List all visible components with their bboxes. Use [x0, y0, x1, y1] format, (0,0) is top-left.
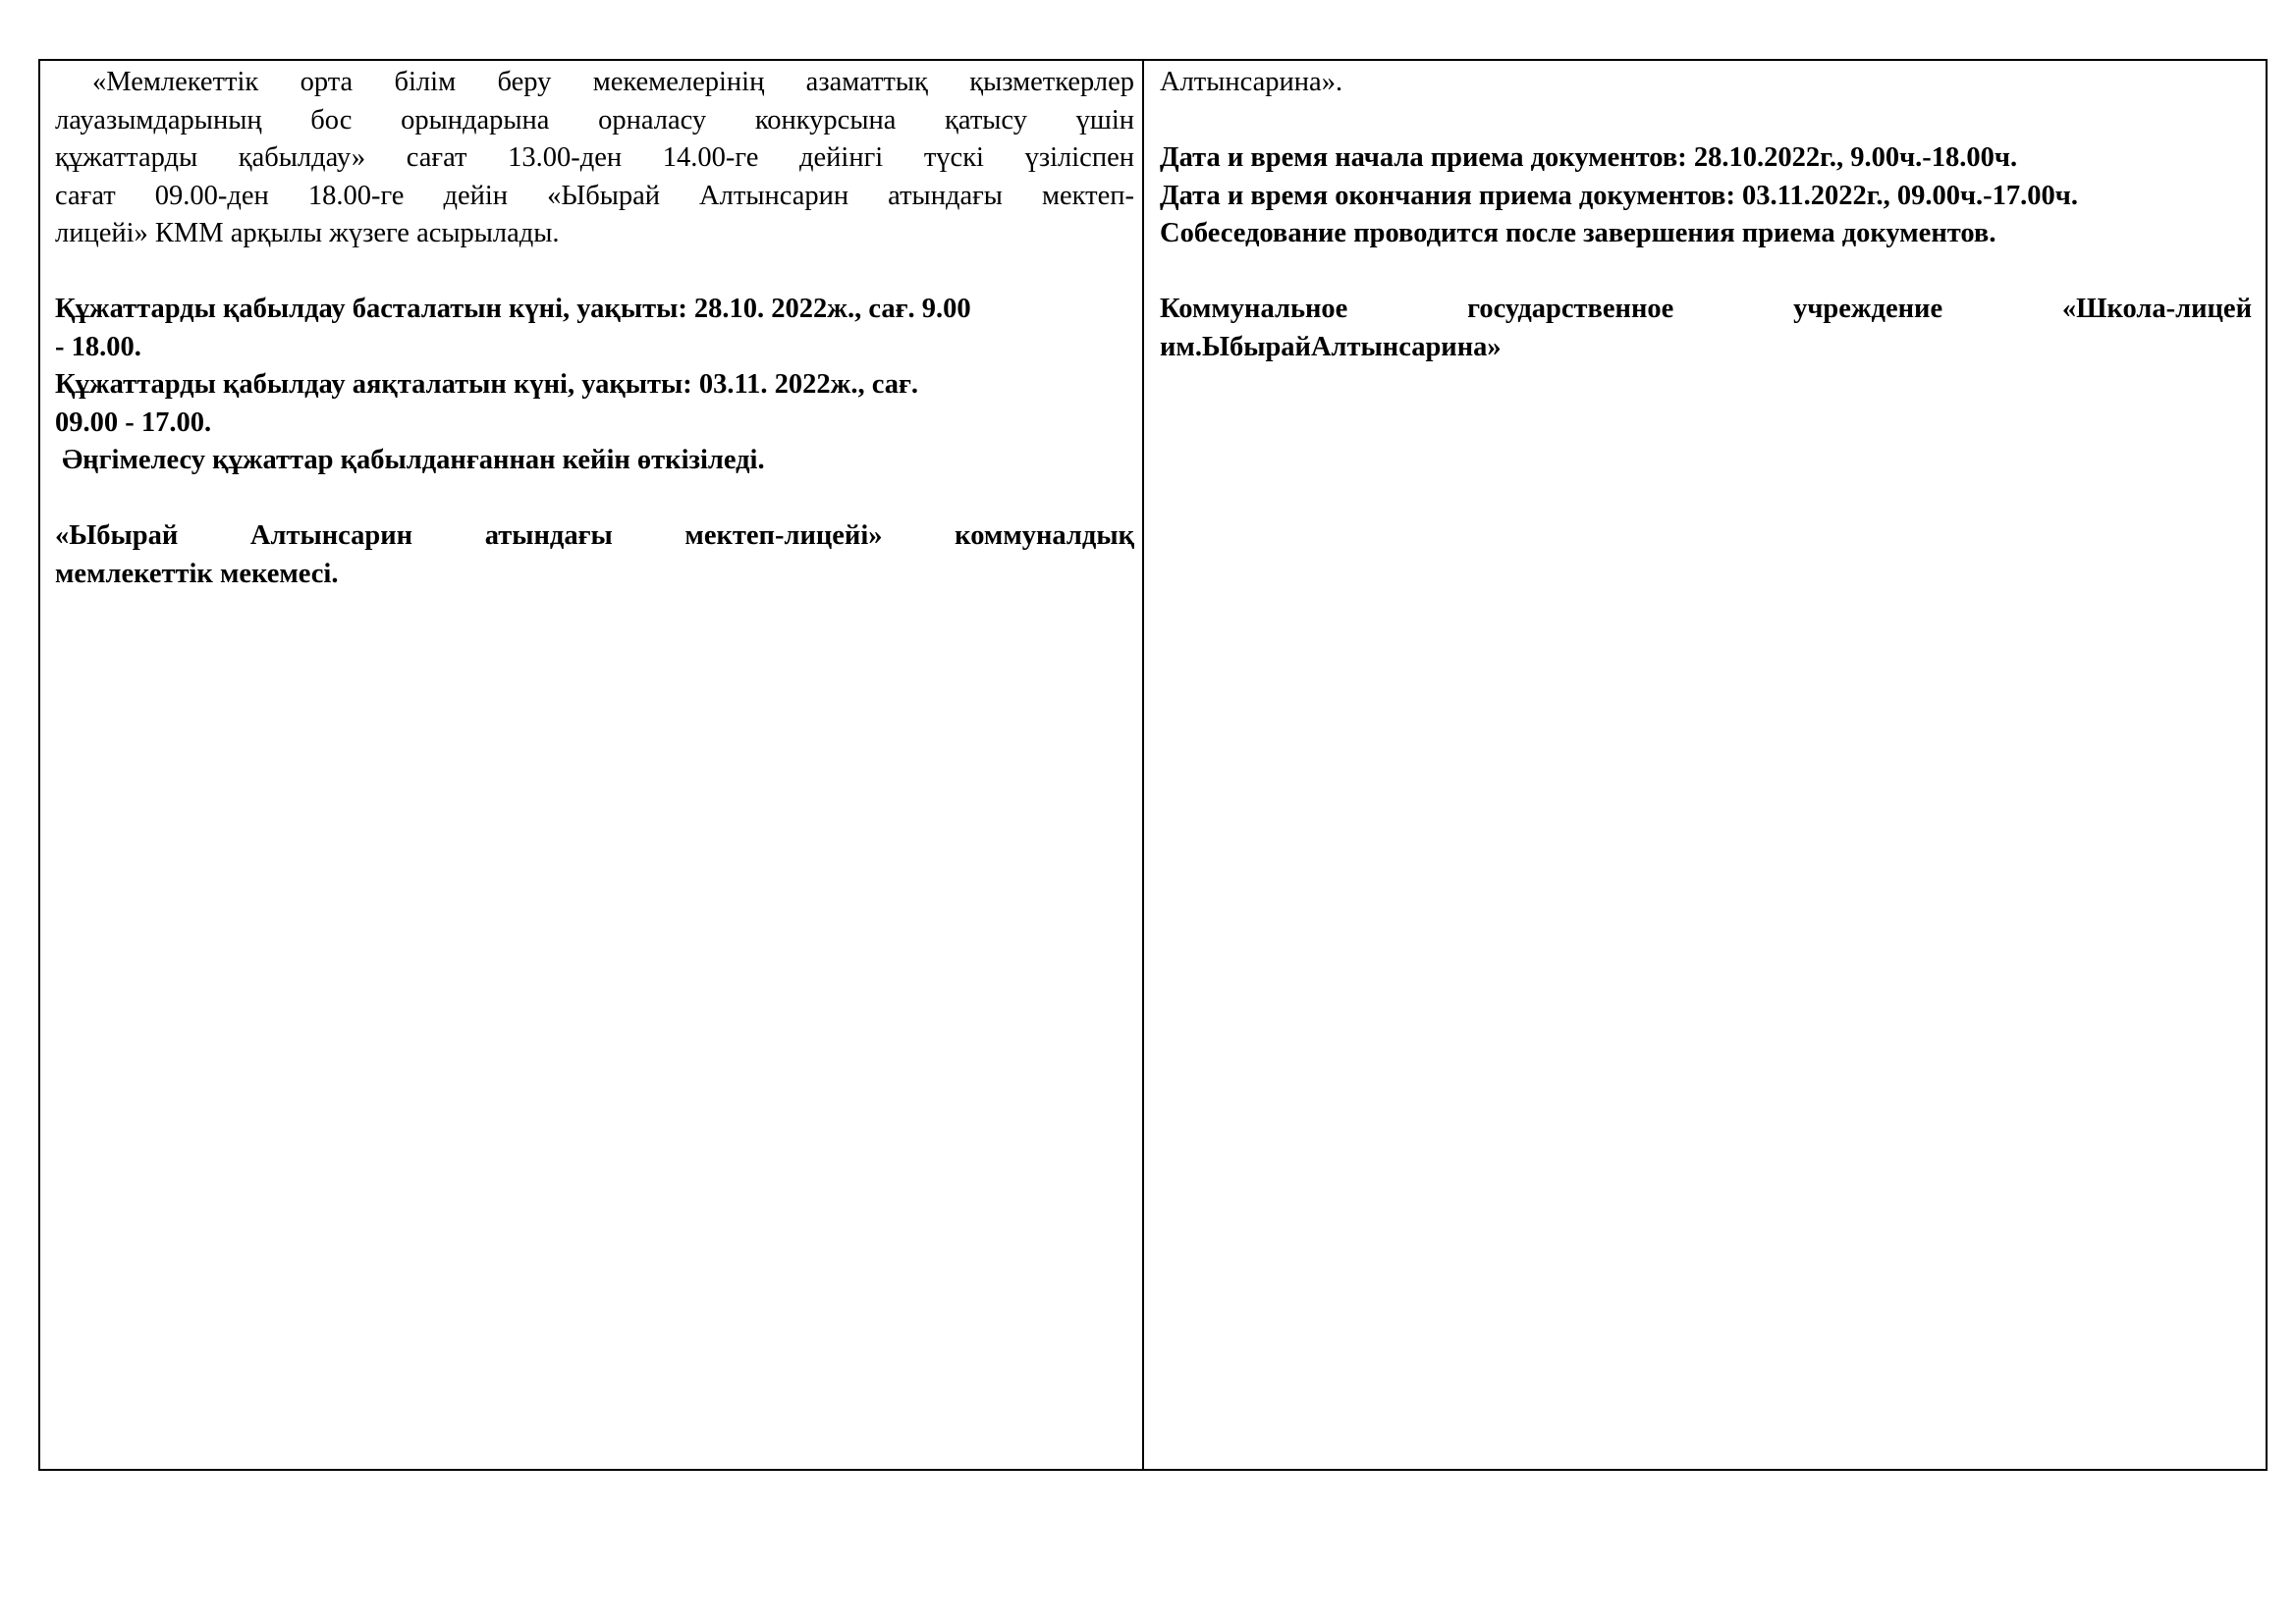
- russian-column: [1144, 61, 2266, 1469]
- document-table: [38, 59, 2268, 1471]
- end-date-paragraph-ru: [1160, 178, 2252, 216]
- intro-line: лицейі» КММ арқылы жүзеге асырылады.: [55, 218, 560, 248]
- start-date-line: - 18.00.: [55, 331, 141, 362]
- interview-note-ru: [1160, 215, 2252, 253]
- interview-note: [55, 442, 1134, 480]
- interview-line-ru: Собеседование проводится после завершения приема документов.: [1160, 218, 1996, 248]
- institution-line-ru: Коммунальное государственное учреждение «Школа-лицей: [1160, 294, 2252, 324]
- interview-line: Әңгімелесу құжаттар қабылданғаннан кейін өткізіледі.: [55, 445, 765, 475]
- start-date-paragraph-ru: [1160, 139, 2252, 178]
- end-date-paragraph: [55, 366, 1134, 442]
- continuation-line: Алтынсарина».: [1160, 67, 1343, 97]
- institution-line: «Ыбырай Алтынсарин атындағы мектеп-лицейі» коммуналдық: [55, 520, 1134, 551]
- intro-paragraph: [55, 64, 1134, 253]
- intro-line: құжаттарды қабылдау» сағат 13.00-ден 14.00-ге дейінгі түскі үзіліспен: [55, 142, 1134, 173]
- intro-line: «Мемлекеттік орта білім беру мекемелерінің азаматтық қызметкерлер: [92, 67, 1134, 97]
- start-date-paragraph: [55, 291, 1134, 366]
- intro-line: сағат 09.00-ден 18.00-ге дейін «Ыбырай Алтынсарин атындағы мектеп-: [55, 180, 1134, 211]
- institution-name: [55, 517, 1134, 593]
- end-date-line: Құжаттарды қабылдау аяқталатын күні, уақыты: 03.11. 2022ж., сағ.: [55, 369, 919, 400]
- start-date-line-ru: Дата и время начала приема документов: 28.10.2022г., 9.00ч.-18.00ч.: [1160, 142, 2018, 173]
- institution-line: мемлекеттік мекемесі.: [55, 558, 339, 589]
- institution-line-ru: им.ЫбырайАлтынсарина»: [1160, 331, 1502, 362]
- kazakh-column: [40, 61, 1144, 1469]
- end-date-line-ru: Дата и время окончания приема документов: 03.11.2022г., 09.00ч.-17.00ч.: [1160, 180, 2078, 211]
- end-date-line: 09.00 - 17.00.: [55, 406, 212, 438]
- continuation-text: [1160, 64, 2252, 102]
- intro-line: лауазымдарының бос орындарына орналасу конкурсына қатысу үшін: [55, 104, 1134, 135]
- institution-name-ru: [1160, 291, 2252, 366]
- start-date-line: Құжаттарды қабылдау басталатын күні, уақыты: 28.10. 2022ж., сағ. 9.00: [55, 294, 971, 324]
